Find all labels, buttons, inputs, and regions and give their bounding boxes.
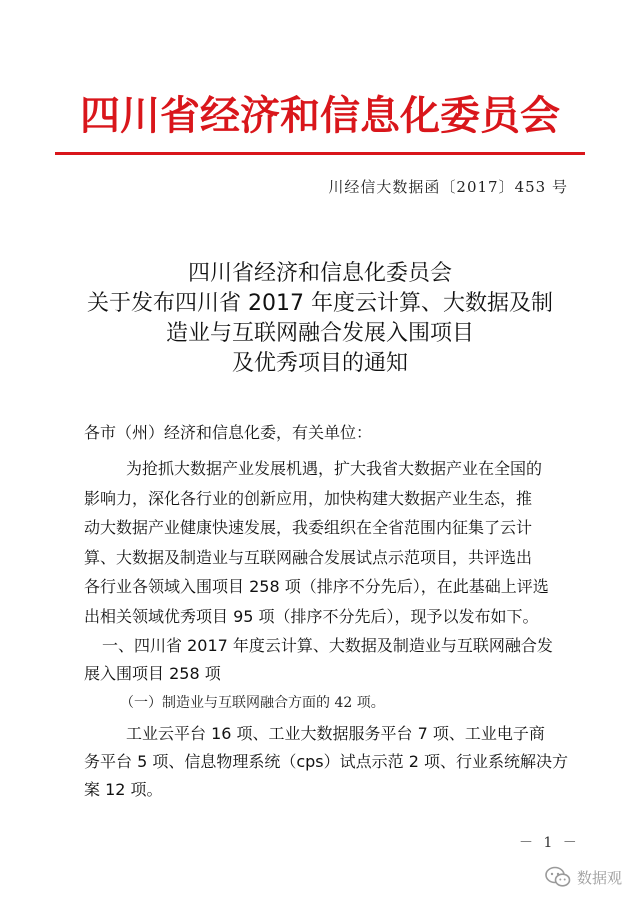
title-line: 关于发布四川省 2017 年度云计算、大数据及制: [87, 291, 553, 316]
title-line: 及优秀项目的通知: [231, 351, 408, 376]
masthead-organization: 四川省经济和信息化委员会: [80, 93, 560, 139]
paragraph-line: 为抢抓大数据产业发展机遇，扩大我省大数据产业在全国的: [126, 459, 543, 478]
paragraph-line: 出相关领域优秀项目 95 项（排序不分先后），现予以发布如下。: [84, 606, 539, 626]
paragraph-line: 案 12 项。: [84, 780, 163, 799]
masthead-red-rule: [55, 152, 585, 155]
page-number: － 1 －: [519, 835, 580, 851]
section-heading-1: [84, 632, 560, 688]
paragraph-line: 工业云平台 16 项、工业大数据服务平台 7 项、工业电子商: [126, 724, 545, 743]
subsection-heading: （一）制造业与互联网融合方面的 42 项。: [120, 695, 385, 711]
wechat-icon: [545, 866, 571, 888]
paragraph-line: 算、大数据及制造业与互联网融合发展试点示范项目，共评选出: [84, 547, 533, 567]
paragraph-line: 各行业各领域入围项目 258 项（排序不分先后），在此基础上评选: [84, 577, 549, 596]
salutation: 各市（州）经济和信息化委，有关单位：: [84, 423, 373, 442]
paragraph-line: 动大数据产业健康快速发展，我委组织在全省范围内征集了云计: [84, 518, 533, 537]
document-number: 川经信大数据函〔2017〕453 号: [328, 178, 568, 196]
document-title: [0, 259, 640, 379]
title-line: 四川省经济和信息化委员会: [187, 261, 452, 286]
paragraph-line: 务平台 5 项、信息物理系统（cps）试点示范 2 项、行业系统解决方: [84, 752, 568, 771]
watermark: [545, 866, 622, 888]
watermark-text: 数据观: [576, 868, 622, 887]
paragraph-intro: [84, 454, 560, 631]
paragraph-manufacturing: [84, 720, 568, 804]
section-line: 一、四川省 2017 年度云计算、大数据及制造业与互联网融合发: [102, 636, 553, 655]
title-line: 造业与互联网融合发展入围项目: [165, 321, 474, 346]
paragraph-line: 影响力，深化各行业的创新应用，加快构建大数据产业生态，推: [84, 488, 533, 508]
section-line: 展入围项目 258 项: [84, 664, 221, 683]
